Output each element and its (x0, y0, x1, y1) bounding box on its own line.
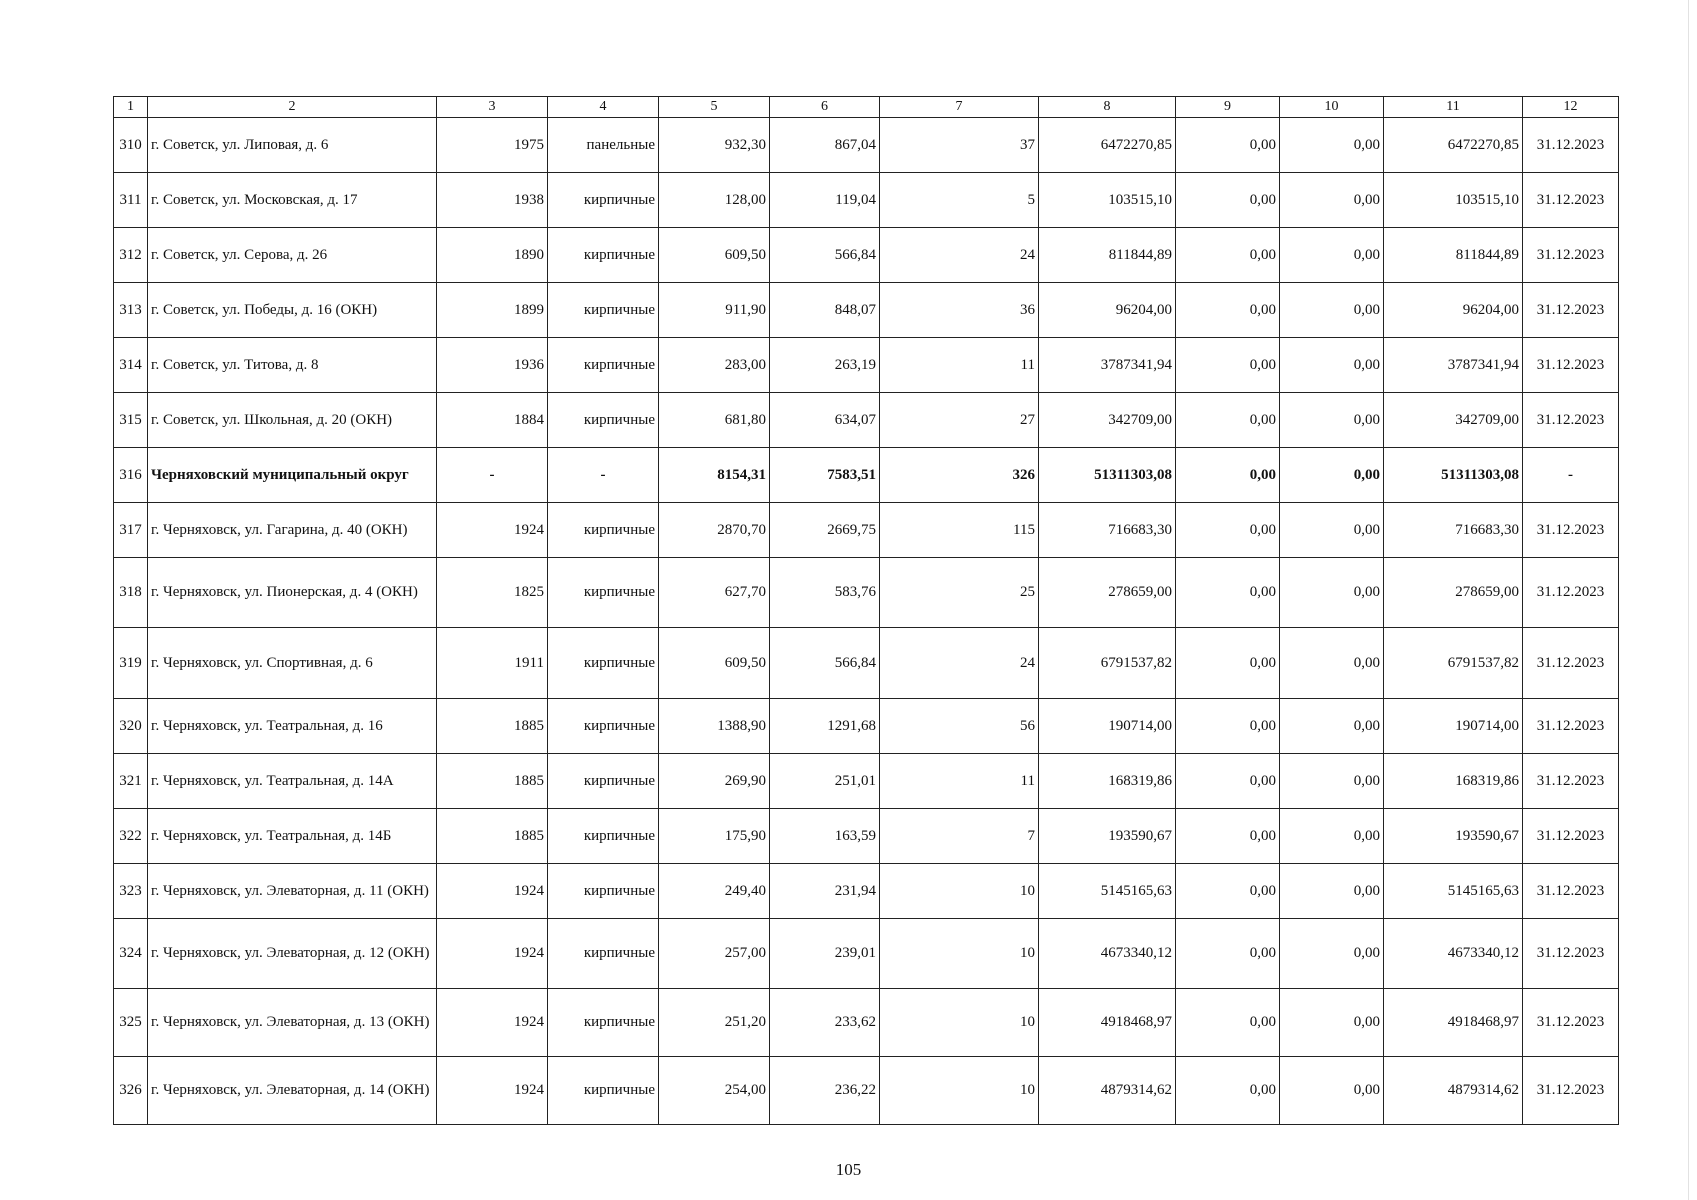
living-area-cell: 119,04 (770, 173, 880, 228)
total-area-cell: 254,00 (659, 1057, 770, 1125)
table-row (114, 989, 1619, 1057)
cost-cell: 811844,89 (1384, 228, 1523, 283)
cost-cell: 193590,67 (1384, 809, 1523, 864)
cost-cell: 0,00 (1176, 448, 1280, 503)
total-area-cell: 283,00 (659, 338, 770, 393)
cost-cell: 0,00 (1280, 393, 1384, 448)
cost-cell: 0,00 (1176, 699, 1280, 754)
residents-cell: 10 (880, 1057, 1039, 1125)
row-number: 313 (114, 283, 148, 338)
residents-cell: 11 (880, 338, 1039, 393)
year-cell: 1936 (437, 338, 548, 393)
cost-cell: 96204,00 (1384, 283, 1523, 338)
cost-cell: 0,00 (1280, 754, 1384, 809)
total-area-cell: 627,70 (659, 558, 770, 628)
living-area-cell: 583,76 (770, 558, 880, 628)
year-cell: 1885 (437, 754, 548, 809)
col-header-9: 9 (1176, 97, 1280, 118)
row-number: 325 (114, 989, 148, 1057)
cost-cell: 342709,00 (1384, 393, 1523, 448)
living-area-cell: 239,01 (770, 919, 880, 989)
col-header-12: 12 (1523, 97, 1619, 118)
wall-material-cell: кирпичные (548, 173, 659, 228)
wall-material-cell: кирпичные (548, 1057, 659, 1125)
wall-material-cell: кирпичные (548, 754, 659, 809)
col-header-3: 3 (437, 97, 548, 118)
cost-cell: 51311303,08 (1384, 448, 1523, 503)
cost-cell: 0,00 (1280, 503, 1384, 558)
date-cell: 31.12.2023 (1523, 989, 1619, 1057)
cost-cell: 0,00 (1176, 173, 1280, 228)
residents-cell: 10 (880, 864, 1039, 919)
row-number: 311 (114, 173, 148, 228)
living-area-cell: 236,22 (770, 1057, 880, 1125)
cost-cell: 0,00 (1280, 989, 1384, 1057)
cost-cell: 0,00 (1280, 338, 1384, 393)
residents-cell: 115 (880, 503, 1039, 558)
row-number: 321 (114, 754, 148, 809)
cost-cell: 190714,00 (1384, 699, 1523, 754)
date-cell: 31.12.2023 (1523, 558, 1619, 628)
address-cell: г. Черняховск, ул. Театральная, д. 14Б (148, 809, 437, 864)
col-header-11: 11 (1384, 97, 1523, 118)
row-number: 315 (114, 393, 148, 448)
cost-cell: 0,00 (1280, 919, 1384, 989)
residents-cell: 37 (880, 118, 1039, 173)
wall-material-cell: кирпичные (548, 628, 659, 699)
col-header-4: 4 (548, 97, 659, 118)
cost-cell: 0,00 (1280, 864, 1384, 919)
address-cell: г. Черняховск, ул. Театральная, д. 14А (148, 754, 437, 809)
row-number: 320 (114, 699, 148, 754)
cost-cell: 0,00 (1280, 283, 1384, 338)
cost-cell: 4879314,62 (1384, 1057, 1523, 1125)
year-cell: 1825 (437, 558, 548, 628)
year-cell: 1924 (437, 989, 548, 1057)
date-cell: 31.12.2023 (1523, 393, 1619, 448)
living-area-cell: 2669,75 (770, 503, 880, 558)
row-number: 312 (114, 228, 148, 283)
cost-cell: 0,00 (1176, 989, 1280, 1057)
row-number: 314 (114, 338, 148, 393)
table-row (114, 118, 1619, 173)
date-cell: 31.12.2023 (1523, 338, 1619, 393)
residents-cell: 56 (880, 699, 1039, 754)
row-number: 317 (114, 503, 148, 558)
cost-cell: 6791537,82 (1384, 628, 1523, 699)
date-cell: 31.12.2023 (1523, 1057, 1619, 1125)
total-area-cell: 249,40 (659, 864, 770, 919)
table-row (114, 173, 1619, 228)
cost-cell: 0,00 (1280, 628, 1384, 699)
address-cell: г. Черняховск, ул. Гагарина, д. 40 (ОКН) (148, 503, 437, 558)
living-area-cell: 233,62 (770, 989, 880, 1057)
address-cell: г. Советск, ул. Победы, д. 16 (ОКН) (148, 283, 437, 338)
row-number: 323 (114, 864, 148, 919)
row-number: 322 (114, 809, 148, 864)
wall-material-cell: кирпичные (548, 338, 659, 393)
col-header-8: 8 (1039, 97, 1176, 118)
address-cell: г. Черняховск, ул. Спортивная, д. 6 (148, 628, 437, 699)
table-row (114, 628, 1619, 699)
wall-material-cell: кирпичные (548, 989, 659, 1057)
row-number: 324 (114, 919, 148, 989)
col-header-10: 10 (1280, 97, 1384, 118)
living-area-cell: 163,59 (770, 809, 880, 864)
wall-material-cell: кирпичные (548, 393, 659, 448)
cost-cell: 0,00 (1176, 809, 1280, 864)
cost-cell: 3787341,94 (1384, 338, 1523, 393)
cost-cell: 716683,30 (1384, 503, 1523, 558)
residents-cell: 10 (880, 919, 1039, 989)
total-area-cell: 1388,90 (659, 699, 770, 754)
year-cell: - (437, 448, 548, 503)
table-row (114, 754, 1619, 809)
wall-material-cell: кирпичные (548, 699, 659, 754)
row-number: 326 (114, 1057, 148, 1125)
living-area-cell: 231,94 (770, 864, 880, 919)
residents-cell: 25 (880, 558, 1039, 628)
address-cell: г. Черняховск, ул. Элеваторная, д. 11 (ОКН) (148, 864, 437, 919)
cost-cell: 193590,67 (1039, 809, 1176, 864)
total-area-cell: 609,50 (659, 228, 770, 283)
address-cell: г. Советск, ул. Школьная, д. 20 (ОКН) (148, 393, 437, 448)
living-area-cell: 263,19 (770, 338, 880, 393)
page-number: 105 (835, 1160, 862, 1179)
cost-cell: 0,00 (1280, 558, 1384, 628)
scan-edge (1688, 0, 1689, 1200)
residents-cell: 5 (880, 173, 1039, 228)
table-row (114, 1057, 1619, 1125)
living-area-cell: 1291,68 (770, 699, 880, 754)
wall-material-cell: кирпичные (548, 864, 659, 919)
residents-cell: 24 (880, 228, 1039, 283)
wall-material-cell: кирпичные (548, 228, 659, 283)
year-cell: 1911 (437, 628, 548, 699)
row-number: 310 (114, 118, 148, 173)
date-cell: 31.12.2023 (1523, 118, 1619, 173)
date-cell: 31.12.2023 (1523, 919, 1619, 989)
cost-cell: 0,00 (1176, 558, 1280, 628)
year-cell: 1975 (437, 118, 548, 173)
cost-cell: 168319,86 (1039, 754, 1176, 809)
wall-material-cell: кирпичные (548, 558, 659, 628)
cost-cell: 0,00 (1176, 118, 1280, 173)
residents-cell: 24 (880, 628, 1039, 699)
date-cell: 31.12.2023 (1523, 228, 1619, 283)
date-cell: 31.12.2023 (1523, 699, 1619, 754)
cost-cell: 103515,10 (1039, 173, 1176, 228)
wall-material-cell: кирпичные (548, 283, 659, 338)
cost-cell: 278659,00 (1039, 558, 1176, 628)
residents-cell: 326 (880, 448, 1039, 503)
table-row (114, 864, 1619, 919)
wall-material-cell: кирпичные (548, 809, 659, 864)
cost-cell: 0,00 (1280, 809, 1384, 864)
cost-cell: 0,00 (1280, 118, 1384, 173)
cost-cell: 0,00 (1176, 283, 1280, 338)
residents-cell: 11 (880, 754, 1039, 809)
total-area-cell: 175,90 (659, 809, 770, 864)
year-cell: 1924 (437, 919, 548, 989)
date-cell: - (1523, 448, 1619, 503)
cost-cell: 811844,89 (1039, 228, 1176, 283)
cost-cell: 4673340,12 (1384, 919, 1523, 989)
district-total-row (114, 448, 1619, 503)
row-number: 319 (114, 628, 148, 699)
cost-cell: 716683,30 (1039, 503, 1176, 558)
col-header-7: 7 (880, 97, 1039, 118)
row-number: 318 (114, 558, 148, 628)
cost-cell: 6472270,85 (1039, 118, 1176, 173)
wall-material-cell: кирпичные (548, 919, 659, 989)
date-cell: 31.12.2023 (1523, 628, 1619, 699)
cost-cell: 0,00 (1280, 173, 1384, 228)
cost-cell: 0,00 (1176, 1057, 1280, 1125)
total-area-cell: 128,00 (659, 173, 770, 228)
date-cell: 31.12.2023 (1523, 809, 1619, 864)
date-cell: 31.12.2023 (1523, 503, 1619, 558)
table-row (114, 503, 1619, 558)
col-header-1: 1 (114, 97, 148, 118)
cost-cell: 0,00 (1176, 864, 1280, 919)
total-area-cell: 911,90 (659, 283, 770, 338)
residents-cell: 7 (880, 809, 1039, 864)
cost-cell: 103515,10 (1384, 173, 1523, 228)
col-header-6: 6 (770, 97, 880, 118)
cost-cell: 6472270,85 (1384, 118, 1523, 173)
address-cell: г. Советск, ул. Московская, д. 17 (148, 173, 437, 228)
address-cell: г. Советск, ул. Титова, д. 8 (148, 338, 437, 393)
cost-cell: 51311303,08 (1039, 448, 1176, 503)
year-cell: 1885 (437, 699, 548, 754)
year-cell: 1924 (437, 1057, 548, 1125)
cost-cell: 6791537,82 (1039, 628, 1176, 699)
cost-cell: 5145165,63 (1039, 864, 1176, 919)
cost-cell: 4673340,12 (1039, 919, 1176, 989)
total-area-cell: 932,30 (659, 118, 770, 173)
cost-cell: 278659,00 (1384, 558, 1523, 628)
residents-cell: 27 (880, 393, 1039, 448)
total-area-cell: 609,50 (659, 628, 770, 699)
address-cell: г. Черняховск, ул. Пионерская, д. 4 (ОКН) (148, 558, 437, 628)
cost-cell: 0,00 (1280, 228, 1384, 283)
cost-cell: 96204,00 (1039, 283, 1176, 338)
cost-cell: 0,00 (1280, 448, 1384, 503)
cost-cell: 168319,86 (1384, 754, 1523, 809)
address-cell: г. Черняховск, ул. Театральная, д. 16 (148, 699, 437, 754)
residents-cell: 36 (880, 283, 1039, 338)
table-row (114, 699, 1619, 754)
total-area-cell: 269,90 (659, 754, 770, 809)
wall-material-cell: панельные (548, 118, 659, 173)
cost-cell: 0,00 (1176, 919, 1280, 989)
living-area-cell: 848,07 (770, 283, 880, 338)
table-row (114, 283, 1619, 338)
housing-table (113, 96, 1619, 1125)
living-area-cell: 867,04 (770, 118, 880, 173)
total-area-cell: 251,20 (659, 989, 770, 1057)
cost-cell: 5145165,63 (1384, 864, 1523, 919)
year-cell: 1924 (437, 503, 548, 558)
table-row (114, 809, 1619, 864)
table-row (114, 558, 1619, 628)
address-cell: г. Черняховск, ул. Элеваторная, д. 12 (ОКН) (148, 919, 437, 989)
cost-cell: 4918468,97 (1384, 989, 1523, 1057)
cost-cell: 0,00 (1176, 754, 1280, 809)
date-cell: 31.12.2023 (1523, 173, 1619, 228)
col-header-2: 2 (148, 97, 437, 118)
cost-cell: 4879314,62 (1039, 1057, 1176, 1125)
year-cell: 1885 (437, 809, 548, 864)
year-cell: 1890 (437, 228, 548, 283)
address-cell: г. Советск, ул. Серова, д. 26 (148, 228, 437, 283)
year-cell: 1938 (437, 173, 548, 228)
residents-cell: 10 (880, 989, 1039, 1057)
total-area-cell: 2870,70 (659, 503, 770, 558)
year-cell: 1899 (437, 283, 548, 338)
date-cell: 31.12.2023 (1523, 283, 1619, 338)
table-row (114, 393, 1619, 448)
col-header-5: 5 (659, 97, 770, 118)
table-row (114, 919, 1619, 989)
cost-cell: 0,00 (1176, 393, 1280, 448)
address-cell: г. Советск, ул. Липовая, д. 6 (148, 118, 437, 173)
cost-cell: 3787341,94 (1039, 338, 1176, 393)
total-area-cell: 8154,31 (659, 448, 770, 503)
cost-cell: 0,00 (1176, 228, 1280, 283)
living-area-cell: 7583,51 (770, 448, 880, 503)
row-number: 316 (114, 448, 148, 503)
wall-material-cell: кирпичные (548, 503, 659, 558)
cost-cell: 0,00 (1176, 503, 1280, 558)
living-area-cell: 566,84 (770, 628, 880, 699)
total-area-cell: 681,80 (659, 393, 770, 448)
table-row (114, 338, 1619, 393)
date-cell: 31.12.2023 (1523, 864, 1619, 919)
cost-cell: 4918468,97 (1039, 989, 1176, 1057)
living-area-cell: 566,84 (770, 228, 880, 283)
living-area-cell: 634,07 (770, 393, 880, 448)
year-cell: 1884 (437, 393, 548, 448)
district-name-cell: Черняховский муниципальный округ (148, 448, 437, 503)
total-area-cell: 257,00 (659, 919, 770, 989)
table-row (114, 228, 1619, 283)
cost-cell: 342709,00 (1039, 393, 1176, 448)
cost-cell: 190714,00 (1039, 699, 1176, 754)
cost-cell: 0,00 (1176, 338, 1280, 393)
cost-cell: 0,00 (1280, 1057, 1384, 1125)
cost-cell: 0,00 (1176, 628, 1280, 699)
year-cell: 1924 (437, 864, 548, 919)
address-cell: г. Черняховск, ул. Элеваторная, д. 13 (ОКН) (148, 989, 437, 1057)
cost-cell: 0,00 (1280, 699, 1384, 754)
address-cell: г. Черняховск, ул. Элеваторная, д. 14 (ОКН) (148, 1057, 437, 1125)
wall-material-cell: - (548, 448, 659, 503)
date-cell: 31.12.2023 (1523, 754, 1619, 809)
living-area-cell: 251,01 (770, 754, 880, 809)
column-number-row (114, 97, 1619, 118)
